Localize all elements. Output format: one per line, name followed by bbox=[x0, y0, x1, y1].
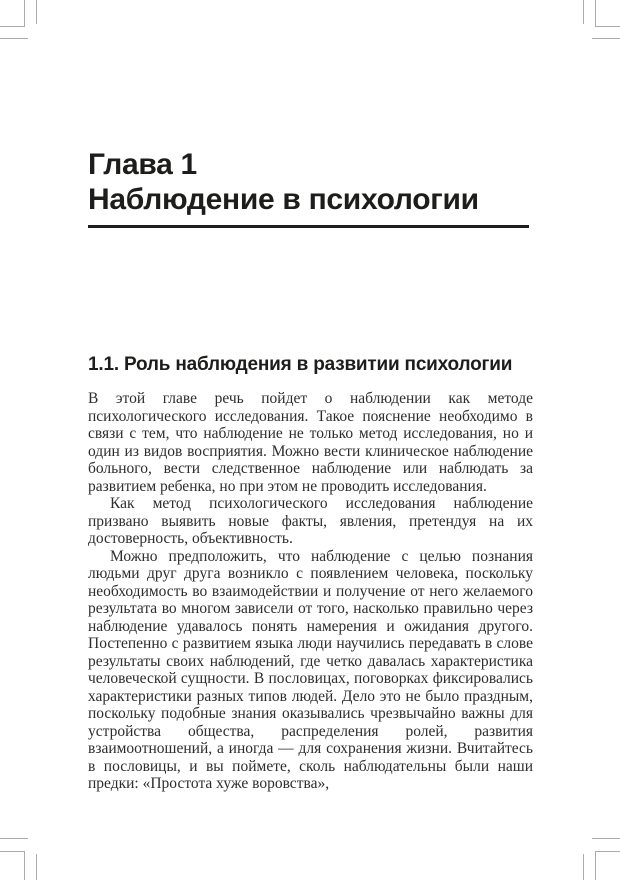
crop-mark-line bbox=[583, 854, 584, 880]
crop-mark-line bbox=[0, 851, 25, 852]
crop-mark-line bbox=[595, 0, 596, 27]
crop-mark-line bbox=[24, 0, 25, 27]
crop-mark-line bbox=[592, 38, 620, 39]
crop-mark-line bbox=[595, 851, 596, 880]
crop-mark-line bbox=[36, 0, 37, 24]
chapter-title bbox=[88, 147, 529, 217]
crop-mark-bottom-right bbox=[580, 838, 620, 880]
section-heading: 1.1. Роль наблюдения в развитии психологии bbox=[88, 354, 513, 375]
crop-mark-line bbox=[583, 0, 584, 24]
crop-mark-line bbox=[24, 851, 25, 880]
crop-mark-top-left bbox=[0, 0, 40, 42]
chapter-header bbox=[88, 147, 529, 228]
chapter-title-rule bbox=[88, 225, 529, 228]
crop-mark-line bbox=[0, 38, 28, 39]
crop-mark-top-right bbox=[580, 0, 620, 42]
crop-mark-line bbox=[592, 838, 620, 839]
crop-mark-line bbox=[595, 851, 620, 852]
paragraph: Можно предположить, что наблюдение с целью познания людьми друг друга возникло с появлением человека, поскольку необходимость во взаимодействии и получение от него желаемого результата во многом зависели от того, насколько правильно через наблюдение удавалось понять намерения и ожидания другого. Постепенно с развитием языка люди научились передавать в слове результаты своих наблюдений, где четко давалась характеристика человеческой сущности. В пословицах, поговорках фиксировались характеристики разных типов людей. Дело это не было праздным, поскольку подобные знания оказывались чрезвычайно важны для устройства общества, распределения ролей, развития взаимоотношений, а иногда — для сохранения жизни. Вчитайтесь в пословицы, и вы поймете, сколь наблюдательны были наши предки: «Простота хуже воровства», bbox=[88, 547, 533, 792]
crop-mark-line bbox=[595, 26, 620, 27]
crop-mark-line bbox=[0, 26, 25, 27]
crop-mark-line bbox=[36, 854, 37, 880]
crop-mark-line bbox=[0, 838, 28, 839]
chapter-title-text: Наблюдение в психологии bbox=[88, 183, 479, 216]
chapter-number-label: Глава 1 bbox=[88, 148, 197, 181]
body-text bbox=[88, 390, 533, 793]
paragraph: Как метод психологического исследования наблюдение призвано выявить новые факты, явления, претендуя на их достоверность, объективность. bbox=[88, 495, 533, 547]
paragraph: В этой главе речь пойдет о наблюдении как методе психологического исследования. Такое пояснение необходимо в связи с тем, что наблюдение не только метод исследования, но и один из видов восприятия. Можно вести клиническое наблюдение больного, вести следственное наблюдение или наблюдать за развитием ребенка, но при этом не проводить исследования. bbox=[88, 390, 533, 495]
crop-mark-bottom-left bbox=[0, 838, 40, 880]
